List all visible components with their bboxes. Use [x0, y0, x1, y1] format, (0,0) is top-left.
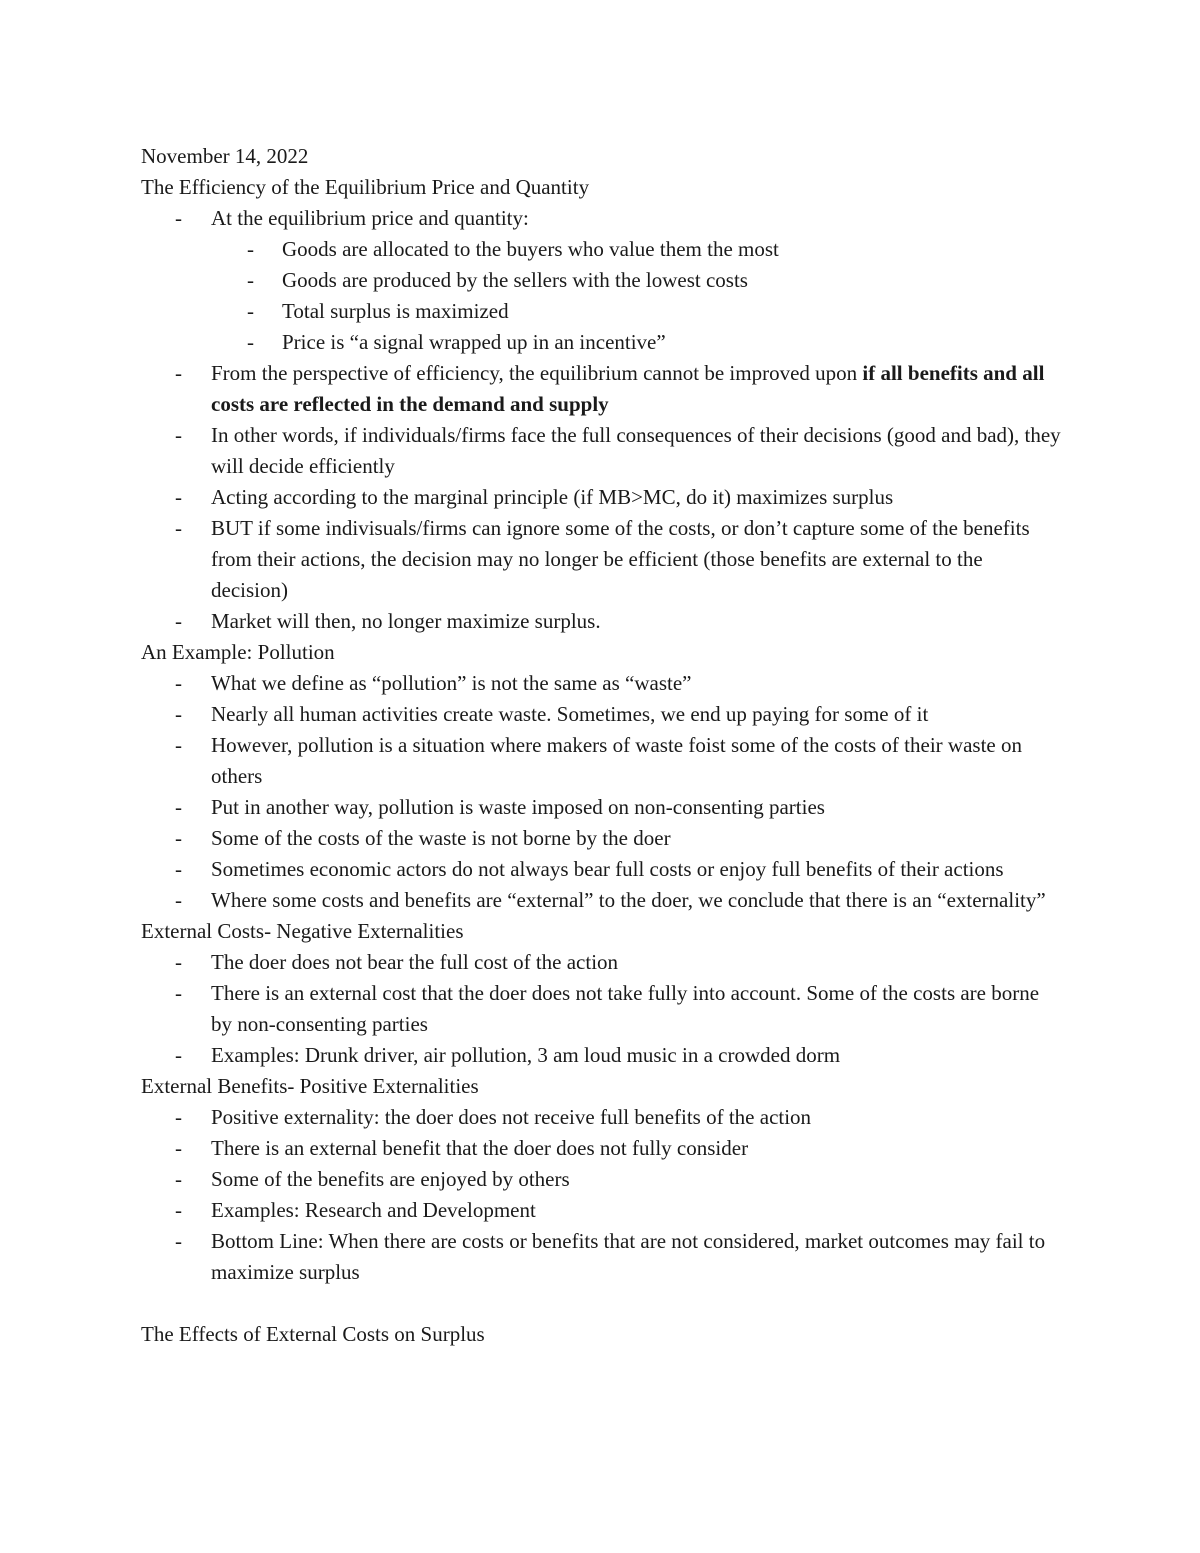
bullet-dash: -	[175, 857, 182, 881]
list-item	[141, 234, 1061, 265]
bullet-dash: -	[175, 1043, 182, 1067]
list-item	[141, 699, 1061, 730]
list-item	[141, 482, 1061, 513]
bullet-dash: -	[175, 1136, 182, 1160]
list-item-text: Total surplus is maximized	[282, 299, 509, 323]
list-item-text: There is an external benefit that the doer does not fully consider	[211, 1136, 749, 1160]
document-body	[141, 141, 1061, 1350]
section-heading-pollution: An Example: Pollution	[141, 640, 335, 664]
list-item-text: What we define as “pollution” is not the same as “waste”	[211, 671, 692, 695]
list-item-text: The doer does not bear the full cost of the action	[211, 950, 619, 974]
bullet-dash: -	[175, 950, 182, 974]
bullet-dash: -	[175, 733, 182, 757]
bullet-dash: -	[175, 206, 182, 230]
list-item-text: Some of the costs of the waste is not borne by the doer	[211, 826, 671, 850]
list-item	[141, 358, 1061, 420]
bullet-dash: -	[175, 981, 182, 1005]
bullet-dash: -	[175, 888, 182, 912]
bullet-dash: -	[175, 1229, 182, 1253]
bullet-dash: -	[247, 268, 254, 292]
list-item	[141, 1226, 1061, 1288]
list-item	[141, 885, 1061, 916]
document-date: November 14, 2022	[141, 144, 309, 168]
list-item	[141, 854, 1061, 885]
list-item	[141, 1164, 1061, 1195]
list-item-text: Market will then, no longer maximize surplus.	[211, 609, 601, 633]
list-item-text: Nearly all human activities create waste. Sometimes, we end up paying for some of it	[211, 702, 929, 726]
list-item	[141, 1102, 1061, 1133]
bullet-dash: -	[175, 485, 182, 509]
section-heading-efficiency: The Efficiency of the Equilibrium Price and Quantity	[141, 175, 590, 199]
bullet-dash: -	[175, 795, 182, 819]
list-item-text: However, pollution is a situation where makers of waste foist some of the costs of their waste on others	[211, 733, 1022, 788]
list-item	[141, 730, 1061, 792]
blank-line	[141, 1288, 1061, 1319]
list-item-text: Examples: Research and Development	[211, 1198, 536, 1222]
list-item	[141, 1133, 1061, 1164]
bullet-dash: -	[175, 671, 182, 695]
list-item	[141, 606, 1061, 637]
list-item-text: Positive externality: the doer does not receive full benefits of the action	[211, 1105, 812, 1129]
bullet-list-external-benefits	[141, 1102, 1061, 1288]
list-item	[141, 1040, 1061, 1071]
bullet-dash: -	[175, 423, 182, 447]
list-item-text-bold: if all benefits and all costs are reflected in the demand and supply	[211, 361, 1045, 416]
list-item-text	[211, 358, 1061, 420]
list-item-text: At the equilibrium price and quantity:	[211, 206, 529, 230]
bullet-dash: -	[247, 330, 254, 354]
list-item-text: BUT if some indivisuals/firms can ignore some of the costs, or don’t capture some of the benefits from their actions, the decision may no longer be efficient (those benefits are external to the decision)	[211, 516, 1030, 602]
bullet-dash: -	[175, 516, 182, 540]
bullet-dash: -	[175, 826, 182, 850]
list-item	[141, 823, 1061, 854]
list-item-text: Goods are allocated to the buyers who value them the most	[282, 237, 779, 261]
list-item	[141, 420, 1061, 482]
list-item-text: Where some costs and benefits are “external” to the doer, we conclude that there is an “externality”	[211, 888, 1046, 912]
bullet-list-pollution	[141, 668, 1061, 916]
list-item-text: Some of the benefits are enjoyed by others	[211, 1167, 570, 1191]
list-item-text: Sometimes economic actors do not always bear full costs or enjoy full benefits of their actions	[211, 857, 1004, 881]
bullet-dash: -	[247, 237, 254, 261]
bullet-dash: -	[175, 1198, 182, 1222]
list-item	[141, 265, 1061, 296]
list-item-text: Acting according to the marginal principle (if MB>MC, do it) maximizes surplus	[211, 485, 894, 509]
list-item	[141, 203, 1061, 234]
bullet-dash: -	[175, 1167, 182, 1191]
list-item	[141, 513, 1061, 606]
list-item	[141, 792, 1061, 823]
list-item	[141, 327, 1061, 358]
list-item	[141, 668, 1061, 699]
bullet-dash: -	[175, 609, 182, 633]
bullet-dash: -	[247, 299, 254, 323]
list-item-text: Put in another way, pollution is waste imposed on non-consenting parties	[211, 795, 825, 819]
section-heading-external-costs: External Costs- Negative Externalities	[141, 919, 464, 943]
list-item-text: Price is “a signal wrapped up in an incentive”	[282, 330, 666, 354]
bullet-list-external-costs	[141, 947, 1061, 1071]
list-item-text-plain: From the perspective of efficiency, the equilibrium cannot be improved upon	[211, 361, 863, 385]
list-item	[141, 978, 1061, 1040]
bullet-dash: -	[175, 361, 182, 385]
list-item	[141, 296, 1061, 327]
list-item	[141, 947, 1061, 978]
bullet-dash: -	[175, 702, 182, 726]
list-item-text: Bottom Line: When there are costs or benefits that are not considered, market outcomes may fail to maximize surplus	[211, 1229, 1046, 1284]
list-item-text: Examples: Drunk driver, air pollution, 3 am loud music in a crowded dorm	[211, 1043, 841, 1067]
list-item	[141, 1195, 1061, 1226]
list-item-text: There is an external cost that the doer does not take fully into account. Some of the costs are borne by non-consenting parties	[211, 981, 1040, 1036]
bullet-dash: -	[175, 1105, 182, 1129]
bullet-list-efficiency	[141, 203, 1061, 637]
list-item-text: In other words, if individuals/firms face the full consequences of their decisions (good and bad), they will decide efficiently	[211, 423, 1061, 478]
section-heading-effects: The Effects of External Costs on Surplus	[141, 1322, 485, 1346]
list-item-text: Goods are produced by the sellers with the lowest costs	[282, 268, 748, 292]
section-heading-external-benefits: External Benefits- Positive Externalities	[141, 1074, 479, 1098]
